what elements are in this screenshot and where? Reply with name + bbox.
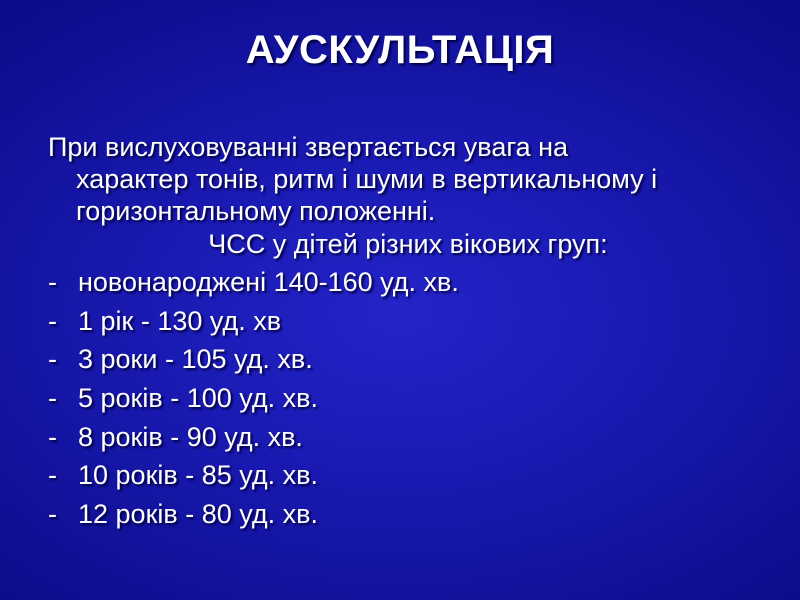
bullet-dash: - (48, 383, 57, 414)
slide-body (48, 131, 768, 537)
list-item-text: 12 років - 80 уд. хв. (78, 499, 318, 530)
list-item (48, 382, 768, 421)
list-item-text: 1 рік - 130 уд. хв (78, 305, 282, 336)
intro-line-2: характер тонів, ритм і шуми в вертикальному і (76, 164, 658, 194)
list-item (48, 421, 768, 460)
list-item-text: новонароджені 140-160 уд. хв. (78, 267, 459, 297)
list-item-text: 8 років - 90 уд. хв. (78, 421, 303, 452)
heart-rate-list (48, 266, 768, 537)
bullet-dash: - (48, 460, 57, 491)
bullet-dash: - (48, 267, 57, 297)
bullet-dash: - (48, 499, 57, 530)
list-item (48, 266, 768, 305)
intro-line-1: При вислуховуванні звертається увага на (48, 132, 569, 162)
list-item-text: 3 роки - 105 уд. хв. (78, 344, 313, 375)
list-item-text: 10 років - 85 уд. хв. (78, 460, 318, 491)
list-item (48, 305, 768, 344)
intro-line-3: горизонтальному положенні. (76, 196, 436, 226)
list-item (48, 343, 768, 382)
bullet-dash: - (48, 305, 57, 336)
bullet-dash: - (48, 344, 57, 375)
list-item (48, 459, 768, 498)
list-item (48, 498, 768, 537)
list-item-text: 5 років - 100 уд. хв. (78, 383, 318, 414)
heart-rate-subheading: ЧСС у дітей різних вікових груп: (208, 229, 608, 259)
bullet-dash: - (48, 421, 57, 452)
slide-title: АУСКУЛЬТАЦІЯ (245, 28, 555, 72)
